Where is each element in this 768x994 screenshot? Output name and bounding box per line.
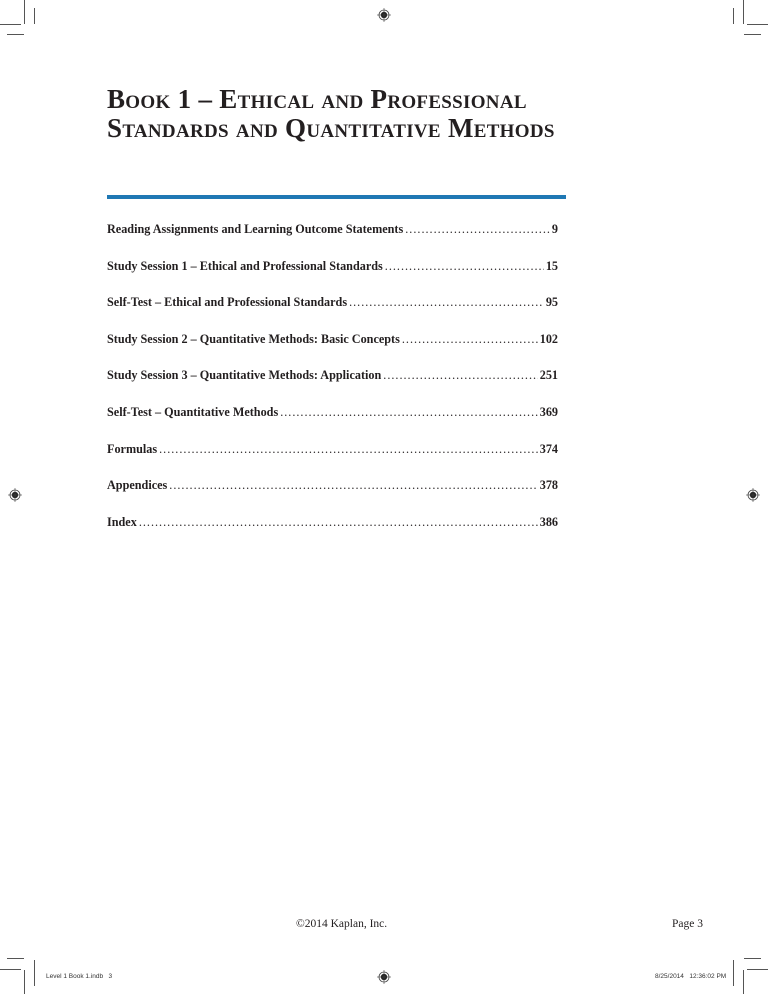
toc-entry[interactable] [107,259,558,296]
table-of-contents [107,222,558,551]
toc-entry[interactable] [107,368,558,405]
crop-mark [747,969,768,970]
toc-entry[interactable] [107,442,558,479]
dot-leader [405,222,550,237]
toc-entry-page: 374 [539,441,558,456]
toc-entry-page: 378 [539,478,558,493]
copyright-notice: ©2014 Kaplan, Inc. [296,918,388,930]
dot-leader [139,515,538,530]
toc-entry[interactable] [107,405,558,442]
dot-leader [383,368,537,383]
toc-entry-page: 9 [551,222,558,236]
toc-entry-label: Study Session 3 – Quantitative Methods: Application [107,368,382,383]
toc-entry-page: 369 [539,404,558,419]
registration-mark-icon [377,970,391,984]
crop-mark [7,958,24,959]
registration-mark-icon [377,8,391,22]
toc-entry-label: Index [107,514,137,529]
crop-mark [744,958,761,959]
toc-entry[interactable] [107,295,558,332]
toc-entry-page: 386 [539,514,558,529]
page-number: Page 3 [672,918,703,930]
dot-leader [280,405,538,420]
dot-leader [159,442,538,457]
registration-mark-icon [8,488,22,502]
slug-file-info: Level 1 Book 1.indb 3 [46,973,113,980]
toc-entry-page: 102 [539,331,558,346]
dot-leader [385,259,544,274]
crop-mark [7,34,24,35]
toc-entry-page: 251 [539,368,558,383]
crop-mark [733,960,734,986]
toc-entry-page: 95 [545,295,558,310]
crop-mark [733,8,734,24]
toc-entry-label: Appendices [107,478,168,493]
registration-mark-icon [746,488,760,502]
toc-entry[interactable] [107,478,558,515]
toc-entry-label: Self-Test – Quantitative Methods [107,404,279,419]
crop-mark [743,970,744,994]
crop-mark [0,969,21,970]
page-title: Book 1 – Ethical and Professional Standards and Quantitative Methods [107,84,555,143]
slug-timestamp: 8/25/2014 12:36:02 PM [655,973,727,980]
toc-entry-page: 15 [545,258,558,273]
toc-entry-label: Formulas [107,441,158,456]
crop-mark [744,34,761,35]
crop-mark [0,24,21,25]
dot-leader [169,478,537,493]
crop-mark [34,960,35,986]
crop-mark [24,970,25,994]
crop-mark [743,0,744,24]
toc-entry[interactable] [107,515,558,552]
toc-entry[interactable] [107,222,558,259]
toc-entry-label: Reading Assignments and Learning Outcome Statements [107,222,404,236]
crop-mark [747,24,768,25]
toc-entry-label: Study Session 2 – Quantitative Methods: Basic Concepts [107,331,400,346]
crop-mark [34,8,35,24]
title-rule [107,195,566,199]
toc-entry-label: Study Session 1 – Ethical and Professional Standards [107,258,383,273]
toc-entry[interactable] [107,332,558,369]
toc-entry-label: Self-Test – Ethical and Professional Standards [107,295,348,310]
dot-leader [402,332,538,347]
dot-leader [349,295,544,310]
crop-mark [24,0,25,24]
